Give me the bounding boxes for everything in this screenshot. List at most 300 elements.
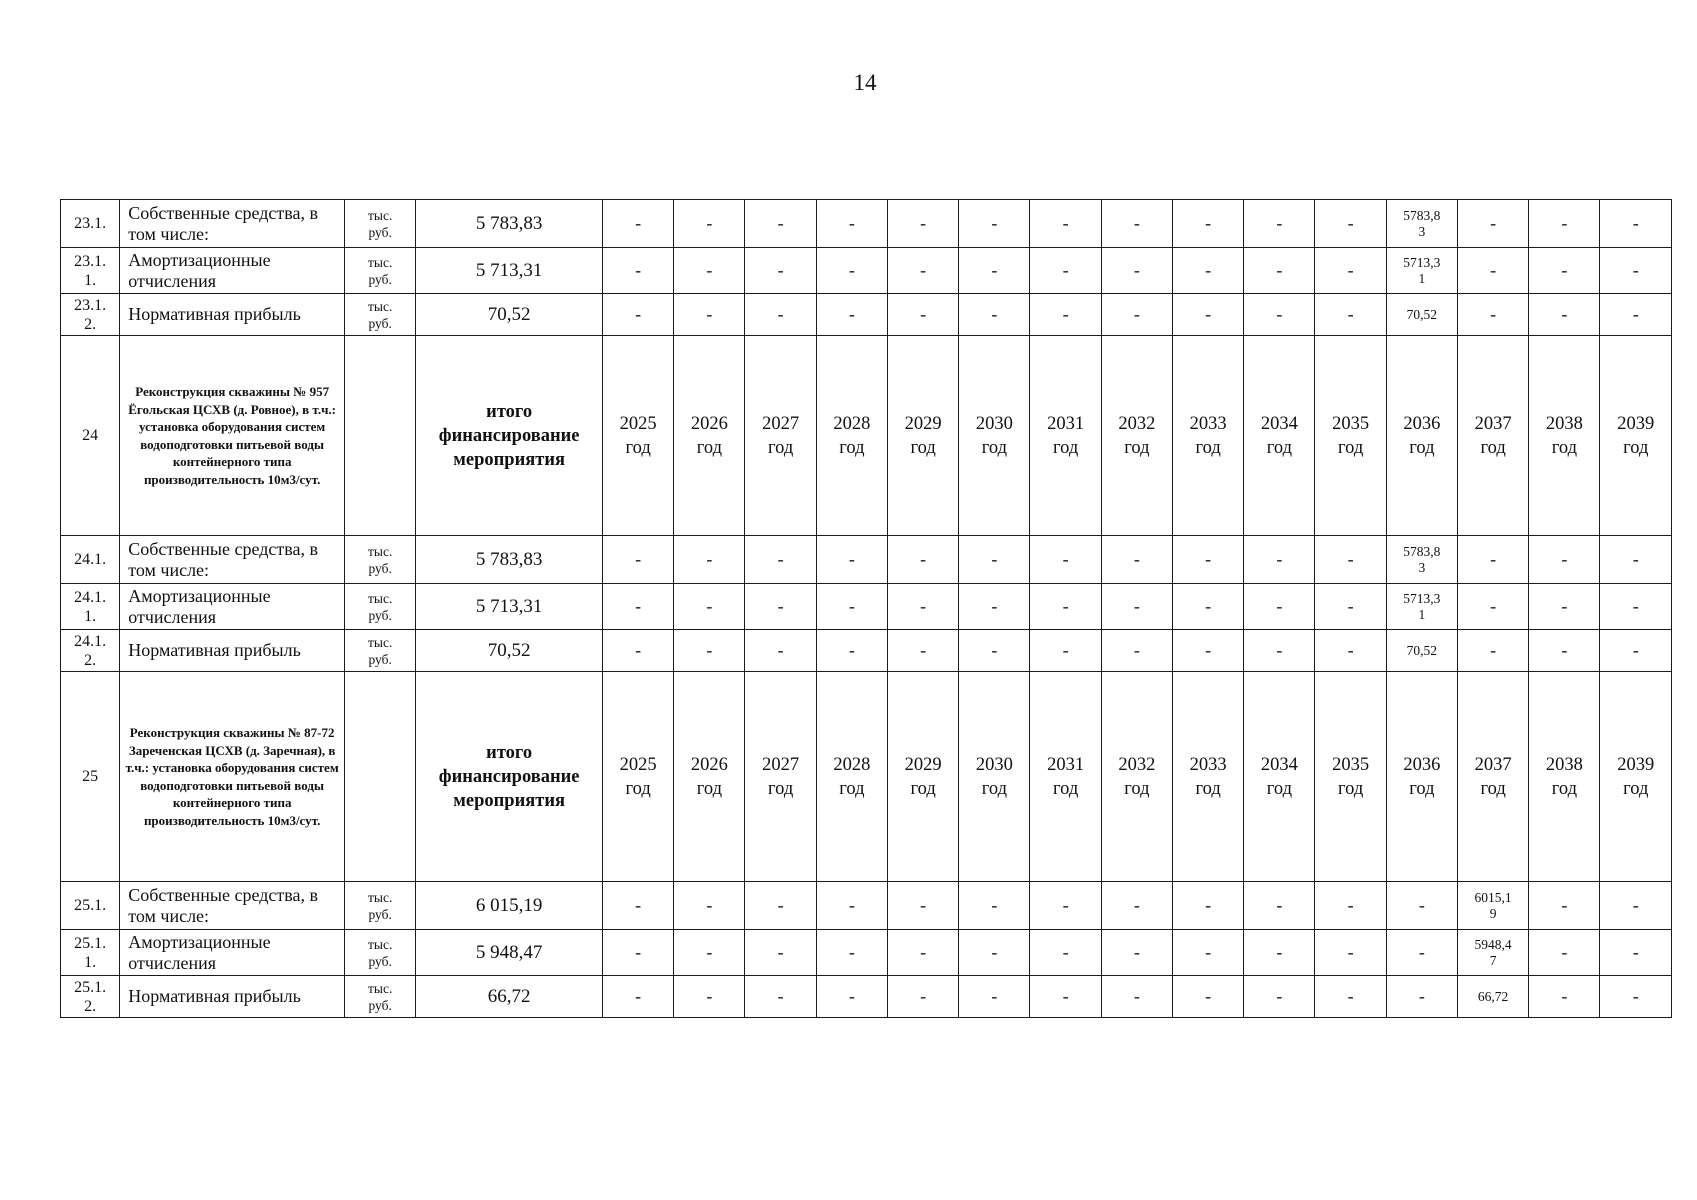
row-name-text: Собственные средства, в том числе:	[128, 202, 318, 244]
year-2037-value-text: -	[1490, 304, 1497, 324]
table-row	[61, 248, 1672, 294]
year-2037-value-text: 9	[1489, 905, 1497, 921]
year-2027-value	[745, 248, 816, 294]
year-header-2034-text: 2034	[1260, 413, 1298, 434]
total-amount	[416, 882, 603, 930]
year-header-2031-text: 2031	[1047, 413, 1085, 434]
row-number-text: 23.1.	[74, 215, 107, 232]
row-name-text: Амортизационные отчисления	[128, 249, 271, 291]
unit-cell-text: руб.	[368, 906, 392, 922]
year-2036-value-text: -	[1418, 986, 1425, 1006]
unit-cell-text: руб.	[368, 607, 392, 623]
year-2039-value-text: -	[1632, 895, 1639, 915]
year-header-2030	[959, 336, 1030, 536]
year-2029-value-text: -	[920, 549, 927, 569]
measure-header-row	[61, 336, 1672, 536]
year-2025-value-text: -	[635, 596, 642, 616]
year-2026-value-text: -	[706, 596, 713, 616]
year-2039-value	[1600, 930, 1672, 976]
year-2036-value-text: 70,52	[1406, 306, 1438, 322]
year-header-2033	[1172, 336, 1243, 536]
year-2028-value	[816, 976, 887, 1018]
year-header-2028	[816, 672, 887, 882]
year-2025-value	[602, 536, 673, 584]
row-number-text: 25.1.	[74, 978, 107, 996]
row-number-text: 2.	[84, 651, 97, 669]
table-row	[61, 930, 1672, 976]
year-header-2038-text: 2038	[1545, 413, 1583, 434]
year-2038-value-text: -	[1561, 942, 1568, 962]
year-2034-value-text: -	[1276, 640, 1283, 660]
year-2032-value-text: -	[1133, 596, 1140, 616]
year-header-2030-text: 2030	[975, 754, 1013, 775]
year-2031-value	[1030, 976, 1101, 1018]
year-2025-value-text: -	[635, 986, 642, 1006]
unit-cell-text: тыс.	[368, 889, 393, 905]
year-2039-value-text: -	[1632, 213, 1639, 233]
year-2035-value	[1315, 584, 1386, 630]
total-amount-text: 5 713,31	[475, 595, 543, 617]
year-2038-value	[1529, 200, 1600, 248]
table-row	[61, 882, 1672, 930]
year-2034-value	[1244, 882, 1315, 930]
year-2032-value-text: -	[1133, 640, 1140, 660]
year-header-2033-text: год	[1195, 437, 1221, 458]
year-2029-value	[887, 882, 958, 930]
unit-cell-text: руб.	[368, 560, 392, 576]
year-2035-value	[1315, 294, 1386, 336]
year-2034-value-text: -	[1276, 213, 1283, 233]
total-amount-text: 70,52	[487, 639, 531, 661]
unit-cell-text: тыс.	[368, 543, 393, 559]
row-name-text: Амортизационные отчисления	[128, 585, 271, 627]
measure-number-text: 24	[82, 427, 99, 444]
year-header-2033-text: 2033	[1189, 413, 1227, 434]
year-2038-value-text: -	[1561, 986, 1568, 1006]
year-2031-value-text: -	[1062, 942, 1069, 962]
year-2033-value-text: -	[1205, 549, 1212, 569]
year-2037-value-text: -	[1490, 549, 1497, 569]
row-number	[61, 976, 120, 1018]
year-2039-value	[1600, 630, 1672, 672]
year-2037-value-text: 6015,1	[1474, 889, 1512, 905]
year-header-2032	[1101, 672, 1172, 882]
year-header-2026-text: год	[696, 778, 722, 799]
year-2025-value-text: -	[635, 304, 642, 324]
year-2031-value	[1030, 294, 1101, 336]
year-2029-value-text: -	[920, 213, 927, 233]
year-2030-value	[959, 930, 1030, 976]
year-2039-value-text: -	[1632, 640, 1639, 660]
year-header-2035	[1315, 336, 1386, 536]
year-2025-value-text: -	[635, 895, 642, 915]
unit-cell-text: тыс.	[368, 980, 393, 996]
year-2033-value	[1172, 294, 1243, 336]
year-2032-value-text: -	[1133, 895, 1140, 915]
year-2033-value	[1172, 200, 1243, 248]
year-2033-value-text: -	[1205, 895, 1212, 915]
year-header-2029-text: 2029	[904, 413, 942, 434]
year-header-2037	[1457, 672, 1528, 882]
year-header-2025-text: 2025	[619, 754, 657, 775]
year-2034-value-text: -	[1276, 549, 1283, 569]
year-2031-value	[1030, 630, 1101, 672]
row-name	[120, 630, 345, 672]
row-number	[61, 630, 120, 672]
year-2037-value-text: -	[1490, 596, 1497, 616]
year-2030-value	[959, 200, 1030, 248]
year-header-2033	[1172, 672, 1243, 882]
year-2037-value-text: -	[1490, 260, 1497, 280]
year-2026-value	[674, 584, 745, 630]
year-2027-value	[745, 200, 816, 248]
year-2036-value-text: 5713,3	[1403, 590, 1441, 606]
year-2028-value-text: -	[848, 260, 855, 280]
year-2035-value	[1315, 882, 1386, 930]
year-2037-value	[1457, 976, 1528, 1018]
year-header-2027	[745, 672, 816, 882]
year-2032-value	[1101, 882, 1172, 930]
year-2026-value	[674, 630, 745, 672]
year-header-2030-text: год	[981, 778, 1007, 799]
year-2031-value-text: -	[1062, 260, 1069, 280]
row-number	[61, 584, 120, 630]
year-2039-value	[1600, 882, 1672, 930]
year-header-2026-text: 2026	[690, 413, 728, 434]
year-2025-value-text: -	[635, 942, 642, 962]
year-header-2037-text: 2037	[1474, 754, 1512, 775]
year-header-2029	[887, 672, 958, 882]
year-header-2039	[1600, 336, 1672, 536]
year-header-2025	[602, 672, 673, 882]
measure-number	[61, 336, 120, 536]
year-header-2038-text: год	[1551, 778, 1577, 799]
table-row	[61, 976, 1672, 1018]
row-name-text: Амортизационные отчисления	[128, 931, 271, 973]
year-2025-value-text: -	[635, 213, 642, 233]
year-2032-value-text: -	[1133, 942, 1140, 962]
row-number-text: 1.	[84, 271, 97, 289]
year-header-2025-text: 2025	[619, 413, 657, 434]
year-2029-value-text: -	[920, 942, 927, 962]
year-header-2032-text: 2032	[1118, 754, 1156, 775]
year-2030-value-text: -	[991, 986, 998, 1006]
year-2033-value	[1172, 882, 1243, 930]
year-2035-value-text: -	[1347, 596, 1354, 616]
year-2039-value-text: -	[1632, 549, 1639, 569]
year-2025-value-text: -	[635, 260, 642, 280]
year-2029-value-text: -	[920, 596, 927, 616]
year-header-2032	[1101, 336, 1172, 536]
year-2028-value-text: -	[848, 596, 855, 616]
unit-cell-text: тыс.	[368, 207, 393, 223]
year-2035-value	[1315, 200, 1386, 248]
year-header-2028-text: 2028	[833, 754, 871, 775]
row-name-text: Собственные средства, в том числе:	[128, 884, 318, 926]
year-2036-value-text: 5713,3	[1403, 254, 1441, 270]
year-2028-value-text: -	[848, 640, 855, 660]
year-2034-value-text: -	[1276, 895, 1283, 915]
year-2027-value-text: -	[777, 549, 784, 569]
total-financing-label	[416, 336, 603, 536]
page-number: 14	[853, 70, 877, 95]
year-header-2029-text: 2029	[904, 754, 942, 775]
year-2029-value-text: -	[920, 895, 927, 915]
year-2035-value-text: -	[1347, 942, 1354, 962]
total-amount-text: 5 783,83	[475, 548, 543, 570]
year-header-2038	[1529, 336, 1600, 536]
year-2034-value	[1244, 294, 1315, 336]
year-2028-value-text: -	[848, 986, 855, 1006]
year-2032-value-text: -	[1133, 304, 1140, 324]
total-amount	[416, 536, 603, 584]
year-2032-value	[1101, 976, 1172, 1018]
year-2032-value-text: -	[1133, 986, 1140, 1006]
year-2031-value-text: -	[1062, 986, 1069, 1006]
year-2025-value	[602, 584, 673, 630]
row-number-text: 24.1.	[74, 588, 107, 606]
row-name	[120, 294, 345, 336]
year-2036-value	[1386, 536, 1457, 584]
year-header-2039-text: год	[1623, 778, 1649, 799]
year-2032-value	[1101, 536, 1172, 584]
unit-cell	[345, 976, 416, 1018]
unit-cell	[345, 294, 416, 336]
year-2039-value-text: -	[1632, 596, 1639, 616]
unit-cell	[345, 630, 416, 672]
unit-cell	[345, 200, 416, 248]
unit-cell-empty	[345, 336, 416, 536]
year-2030-value	[959, 882, 1030, 930]
unit-cell-text: тыс.	[368, 936, 393, 952]
year-header-2025-text: год	[625, 778, 651, 799]
year-2028-value	[816, 248, 887, 294]
year-header-2030-text: 2030	[975, 413, 1013, 434]
year-header-2036-text: год	[1409, 778, 1435, 799]
year-header-2035-text: год	[1337, 778, 1364, 799]
row-number-text: 25.1.	[74, 897, 107, 914]
year-2031-value-text: -	[1062, 895, 1069, 915]
year-2033-value	[1172, 584, 1243, 630]
year-2030-value-text: -	[991, 213, 998, 233]
year-2027-value	[745, 536, 816, 584]
year-2033-value-text: -	[1205, 304, 1212, 324]
year-2030-value-text: -	[991, 640, 998, 660]
year-2033-value	[1172, 930, 1243, 976]
year-header-2027-text: год	[767, 437, 794, 458]
table-row	[61, 536, 1672, 584]
year-header-2028-text: 2028	[833, 413, 871, 434]
year-2029-value	[887, 930, 958, 976]
year-2027-value-text: -	[777, 640, 784, 660]
year-header-2031	[1030, 672, 1101, 882]
total-amount	[416, 200, 603, 248]
year-2027-value-text: -	[777, 596, 784, 616]
year-2034-value-text: -	[1276, 260, 1283, 280]
year-2032-value-text: -	[1133, 260, 1140, 280]
year-2028-value	[816, 584, 887, 630]
year-2031-value	[1030, 536, 1101, 584]
year-2037-value	[1457, 930, 1528, 976]
year-header-2038-text: год	[1551, 437, 1577, 458]
total-amount-text: 5 783,83	[475, 212, 543, 234]
year-2028-value	[816, 536, 887, 584]
year-2030-value-text: -	[991, 260, 998, 280]
year-header-2039-text: 2039	[1617, 754, 1655, 775]
year-2035-value-text: -	[1347, 260, 1354, 280]
row-number	[61, 200, 120, 248]
year-2034-value	[1244, 976, 1315, 1018]
unit-cell-text: руб.	[368, 651, 392, 667]
year-2030-value-text: -	[991, 596, 998, 616]
year-header-2031-text: 2031	[1047, 754, 1085, 775]
unit-cell-text: тыс.	[368, 590, 393, 606]
row-number-text: 23.1.	[74, 252, 107, 270]
year-2027-value-text: -	[777, 895, 784, 915]
year-2028-value-text: -	[848, 549, 855, 569]
year-2039-value-text: -	[1632, 260, 1639, 280]
year-header-2027-text: 2027	[762, 754, 800, 775]
year-2030-value-text: -	[991, 304, 998, 324]
year-2029-value-text: -	[920, 640, 927, 660]
total-amount	[416, 976, 603, 1018]
year-2035-value-text: -	[1347, 895, 1354, 915]
year-2028-value	[816, 882, 887, 930]
measure-title	[120, 672, 345, 882]
year-2025-value	[602, 200, 673, 248]
year-header-2026-text: год	[696, 437, 722, 458]
year-2039-value	[1600, 294, 1672, 336]
year-header-2037-text: год	[1480, 778, 1506, 799]
row-name-text: Нормативная прибыль	[128, 304, 301, 324]
year-2034-value	[1244, 630, 1315, 672]
year-2032-value-text: -	[1133, 549, 1140, 569]
unit-cell-text: тыс.	[368, 634, 393, 650]
year-header-2031	[1030, 336, 1101, 536]
row-name-text: Нормативная прибыль	[128, 986, 301, 1006]
year-2031-value-text: -	[1062, 640, 1069, 660]
year-2028-value-text: -	[848, 213, 855, 233]
unit-cell-text: руб.	[368, 271, 392, 287]
year-2032-value-text: -	[1133, 213, 1140, 233]
row-name	[120, 536, 345, 584]
year-2034-value	[1244, 930, 1315, 976]
year-2028-value	[816, 630, 887, 672]
year-2038-value	[1529, 882, 1600, 930]
year-header-2036-text: год	[1409, 437, 1435, 458]
year-2026-value-text: -	[706, 942, 713, 962]
year-header-2036-text: 2036	[1403, 413, 1441, 434]
year-header-2037-text: год	[1480, 437, 1506, 458]
year-2029-value	[887, 294, 958, 336]
row-number-text: 2.	[84, 315, 97, 333]
year-2038-value	[1529, 248, 1600, 294]
row-number-text: 1.	[84, 953, 97, 971]
year-2039-value-text: -	[1632, 986, 1639, 1006]
year-2028-value	[816, 200, 887, 248]
year-2029-value-text: -	[920, 260, 927, 280]
year-header-2035-text: 2035	[1332, 754, 1370, 775]
year-header-2031-text: год	[1052, 437, 1079, 458]
measure-title-text: Реконструкция скважины № 87-72 Зареченская ЦСХВ (д. Заречная), в т.ч.: установка оборудования систем водоподготовки питьевой воды контейнерного типа производительность 10м3/сут.	[125, 725, 339, 828]
year-2035-value	[1315, 248, 1386, 294]
table-row	[61, 200, 1672, 248]
row-name	[120, 584, 345, 630]
year-header-2034	[1244, 672, 1315, 882]
year-2037-value-text: 66,72	[1477, 988, 1509, 1004]
year-2030-value	[959, 630, 1030, 672]
financing-table	[60, 199, 1672, 1018]
year-2038-value	[1529, 930, 1600, 976]
year-2034-value	[1244, 200, 1315, 248]
year-2026-value	[674, 976, 745, 1018]
year-2029-value-text: -	[920, 304, 927, 324]
total-amount-text: 6 015,19	[475, 894, 543, 916]
year-2037-value	[1457, 248, 1528, 294]
year-2035-value-text: -	[1347, 304, 1354, 324]
year-header-2028-text: год	[839, 778, 865, 799]
row-number	[61, 536, 120, 584]
year-2027-value-text: -	[777, 942, 784, 962]
year-2036-value	[1386, 294, 1457, 336]
year-2029-value	[887, 630, 958, 672]
year-header-2029	[887, 336, 958, 536]
year-2027-value-text: -	[777, 304, 784, 324]
unit-cell-empty	[345, 672, 416, 882]
year-2039-value	[1600, 248, 1672, 294]
year-header-2027-text: год	[767, 778, 794, 799]
year-2038-value-text: -	[1561, 304, 1568, 324]
year-2036-value	[1386, 248, 1457, 294]
year-header-2035	[1315, 672, 1386, 882]
total-amount-text: 66,72	[487, 985, 531, 1007]
year-2029-value	[887, 536, 958, 584]
year-2035-value-text: -	[1347, 549, 1354, 569]
row-name	[120, 248, 345, 294]
year-header-2031-text: год	[1052, 778, 1079, 799]
year-2025-value-text: -	[635, 549, 642, 569]
year-header-2035-text: год	[1337, 437, 1364, 458]
year-header-2036	[1386, 336, 1457, 536]
year-2029-value	[887, 976, 958, 1018]
year-2038-value	[1529, 630, 1600, 672]
table-row	[61, 630, 1672, 672]
year-2031-value	[1030, 930, 1101, 976]
year-2036-value	[1386, 584, 1457, 630]
year-2033-value	[1172, 976, 1243, 1018]
year-2038-value	[1529, 976, 1600, 1018]
year-header-2029-text: год	[910, 437, 936, 458]
year-2039-value-text: -	[1632, 942, 1639, 962]
year-header-2037-text: 2037	[1474, 413, 1512, 434]
year-2031-value-text: -	[1062, 213, 1069, 233]
year-2036-value-text: 3	[1418, 559, 1426, 575]
year-2037-value	[1457, 584, 1528, 630]
year-2036-value	[1386, 200, 1457, 248]
year-2028-value-text: -	[848, 304, 855, 324]
unit-cell-text: руб.	[368, 224, 392, 240]
year-2031-value-text: -	[1062, 596, 1069, 616]
year-2030-value-text: -	[991, 549, 998, 569]
year-2035-value-text: -	[1347, 640, 1354, 660]
year-2026-value-text: -	[706, 260, 713, 280]
year-2025-value	[602, 882, 673, 930]
year-2037-value	[1457, 294, 1528, 336]
unit-cell	[345, 882, 416, 930]
year-2034-value	[1244, 584, 1315, 630]
year-2035-value	[1315, 976, 1386, 1018]
year-header-2026	[674, 672, 745, 882]
